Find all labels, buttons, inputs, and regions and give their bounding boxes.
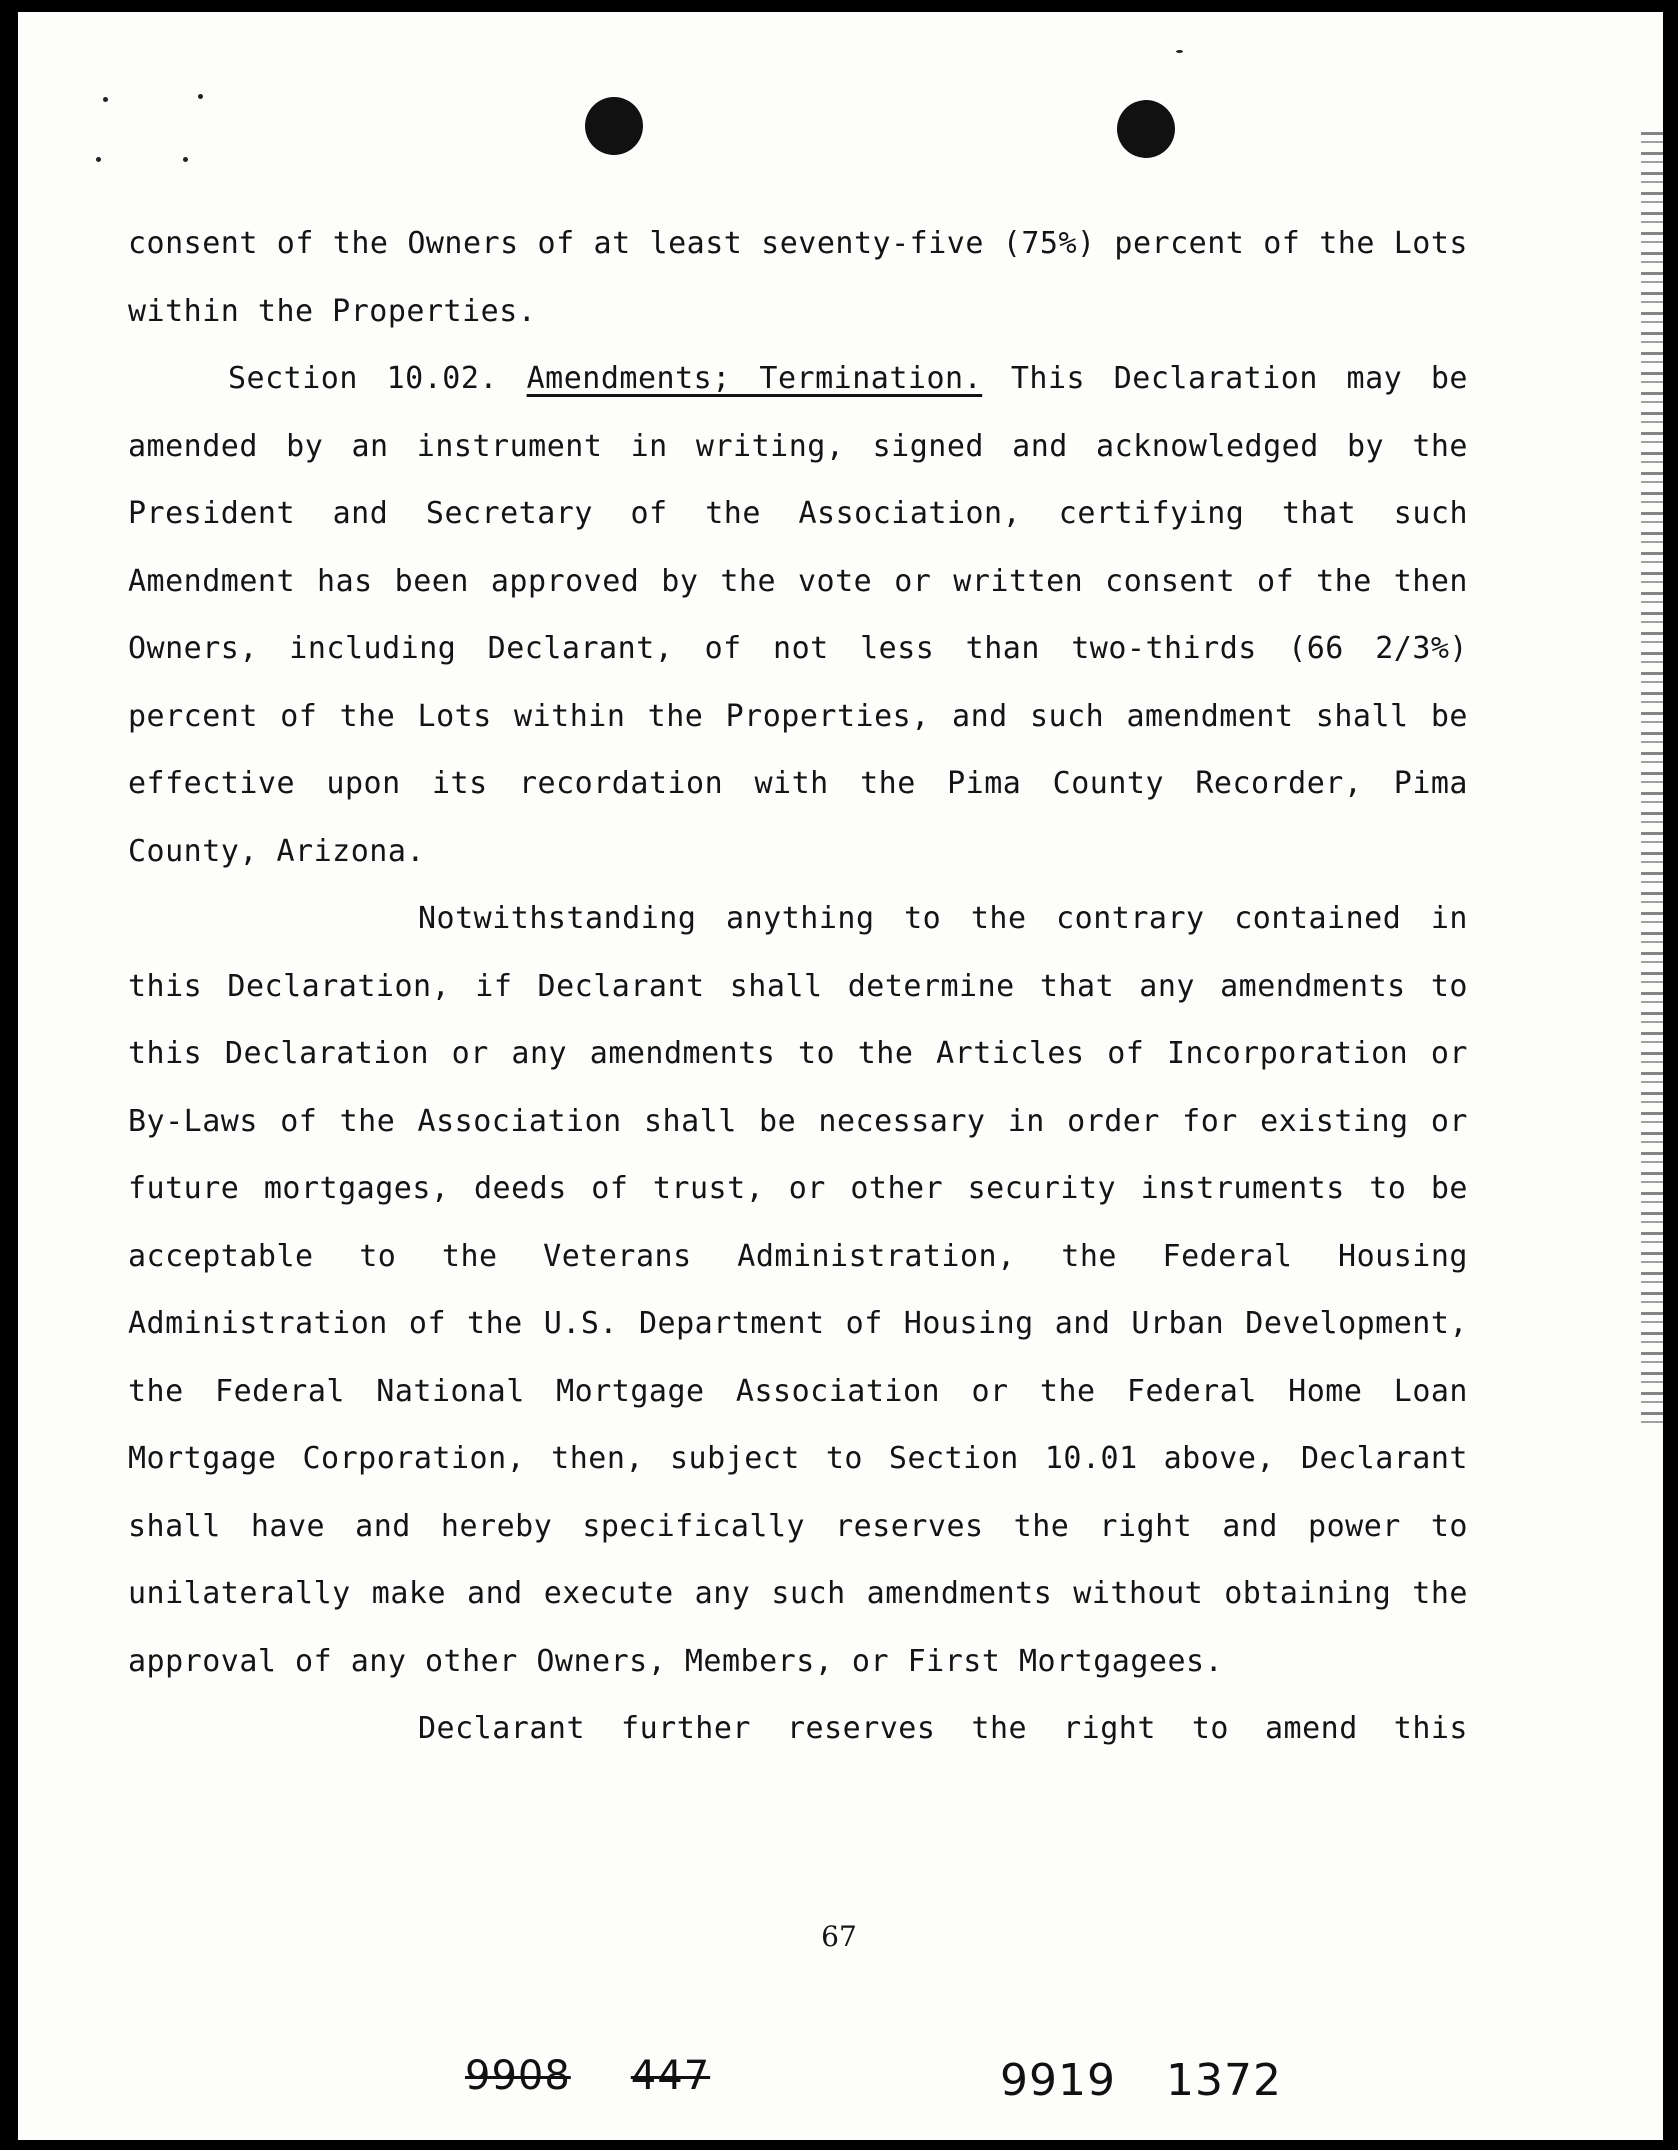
- document-body: [128, 210, 1468, 1763]
- section-heading: Amendments; Termination.: [526, 361, 983, 396]
- punch-hole-right: [1117, 100, 1175, 158]
- paragraph-notwithstanding: Notwithstanding anything to the contrary contained in this Declaration, if Declarant shall determine that any amendments to this Declaration or any amendments to the Articles of Incorporation or By-Laws of the Association shall be necessary in order for existing or future mortgages, deeds of trust, or other security instruments to be acceptable to the Veterans Administration, the Federal Housing Administration of the U.S. Department of Housing and Urban Development, the Federal National Mortgage Association or the Federal Home Loan Mortgage Corporation, then, subject to Section 10.01 above, Declarant shall have and hereby specifically reserves the right and power to unilaterally make and execute any such amendments without obtaining the approval of any other Owners, Members, or First Mortgagees.: [128, 901, 1468, 1679]
- scan-speck: [198, 94, 203, 99]
- stamp-new-recording: [1000, 2055, 1282, 2106]
- scan-speck: [183, 157, 188, 162]
- stamp-old-book: 9908: [465, 2053, 571, 2099]
- scan-speck: [1176, 50, 1183, 53]
- scan-speck: [103, 97, 108, 102]
- punch-hole-left: [585, 97, 643, 155]
- scan-edge-noise: [1641, 132, 1663, 1432]
- section-number: Section 10.02.: [228, 361, 498, 396]
- stamp-new-page: 1372: [1165, 2055, 1282, 2106]
- stamp-old-recording: [465, 2053, 710, 2099]
- paragraph-section-10-02: [128, 345, 1468, 885]
- section-text: This Declaration may be amended by an instrument in writing, signed and acknowledged by the President and Secretary of the Association, certifying that such Amendment has been approved by the vote or written consent of the then Owners, including Declarant, of not less than two-thirds (66 2/3%) percent of the Lots within the Properties, and such amendment shall be effective upon its recordation with the Pima County Recorder, Pima County, Arizona.: [128, 361, 1468, 869]
- stamp-old-page: 447: [630, 2053, 711, 2099]
- paragraph-consent: consent of the Owners of at least seventy-five (75%) percent of the Lots within the Properties.: [128, 226, 1468, 329]
- page-number: 67: [821, 1920, 857, 1953]
- stamp-new-book: 9919: [1000, 2055, 1116, 2106]
- paragraph-declarant-reserves: Declarant further reserves the right to amend this: [418, 1711, 1468, 1746]
- scan-speck: [96, 157, 101, 162]
